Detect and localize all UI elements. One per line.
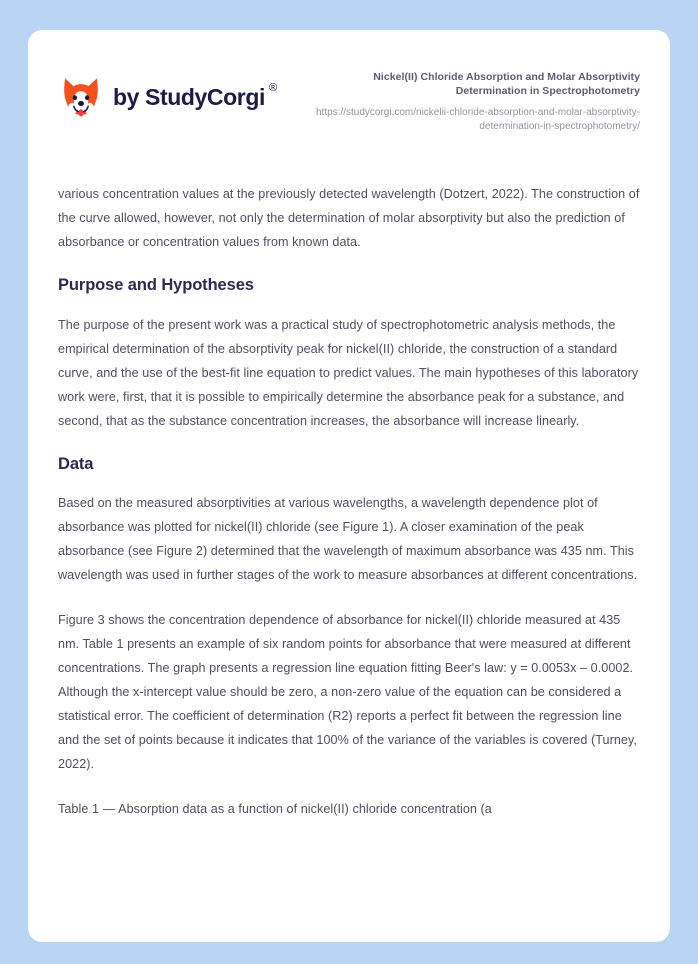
paragraph-intro: various concentration values at the previously detected wavelength (Dotzert, 2022). The construction of the curve allowed, however, not only the determination of molar absorptivity but also the prediction of absorbance or concentration values from known data. <box>58 187 640 250</box>
studycorgi-brand <box>58 66 277 120</box>
document-page-card <box>28 30 670 942</box>
heading-data: Data <box>58 454 94 473</box>
registered-trademark-icon: ® <box>268 81 277 94</box>
document-header <box>28 30 670 134</box>
document-title: Nickel(II) Chloride Absorption and Molar Absorptivity Determination in Spectrophotometry <box>373 71 640 98</box>
document-body <box>28 182 670 821</box>
document-source-url: https://studycorgi.com/nickelii-chloride-absorption-and-molar-absorptivity-determination-in-spectrophotometry/ <box>315 106 640 133</box>
paragraph-data-first: Based on the measured absorptivities at various wavelengths, a wavelength dependence plot of absorbance was plotted for nickel(II) chloride (see Figure 1). A closer examination of the peak absorbance (see Figure 2) determined that the wavelength of maximum absorbance was 435 nm. This wavelength was used in further stages of the work to measure absorbances at different concentrations. <box>58 496 638 583</box>
brand-name-text: by StudyCorgi <box>113 83 265 110</box>
brand-wordmark <box>113 81 277 110</box>
paragraph-purpose: The purpose of the present work was a practical study of spectrophotometric analysis methods, the empirical determination of the absorptivity peak for nickel(II) chloride, the construction of a standard curve, and the use of the best-fit line equation to predict values. The main hypotheses of this laboratory work were, first, that it is possible to empirically determine the absorbance peak for a substance, and second, that as the substance concentration increases, the absorbance will increase linearly. <box>58 317 639 428</box>
heading-purpose-and-hypotheses: Purpose and Hypotheses <box>58 276 254 295</box>
paragraph-data-second: Figure 3 shows the concentration dependence of absorbance for nickel(II) chloride measured at 435 nm. Table 1 presents an example of six random points for absorbance that were measured at different concentrations. The graph presents a regression line equation fitting Beer's law: y = 0.0053x – 0.0002. Although the x-intercept value should be zero, a non-zero value of the equation can be considered a statistical error. The coefficient of determination (R2) reports a perfect fit between the regression line and the set of points because it indicates that 100% of the variance of the variables is covered (Turney, 2022). <box>58 613 637 772</box>
table-caption: Table 1 — Absorption data as a function of nickel(II) chloride concentration (a <box>58 802 492 817</box>
header-document-meta <box>310 66 640 134</box>
corgi-logo-icon <box>58 74 104 120</box>
